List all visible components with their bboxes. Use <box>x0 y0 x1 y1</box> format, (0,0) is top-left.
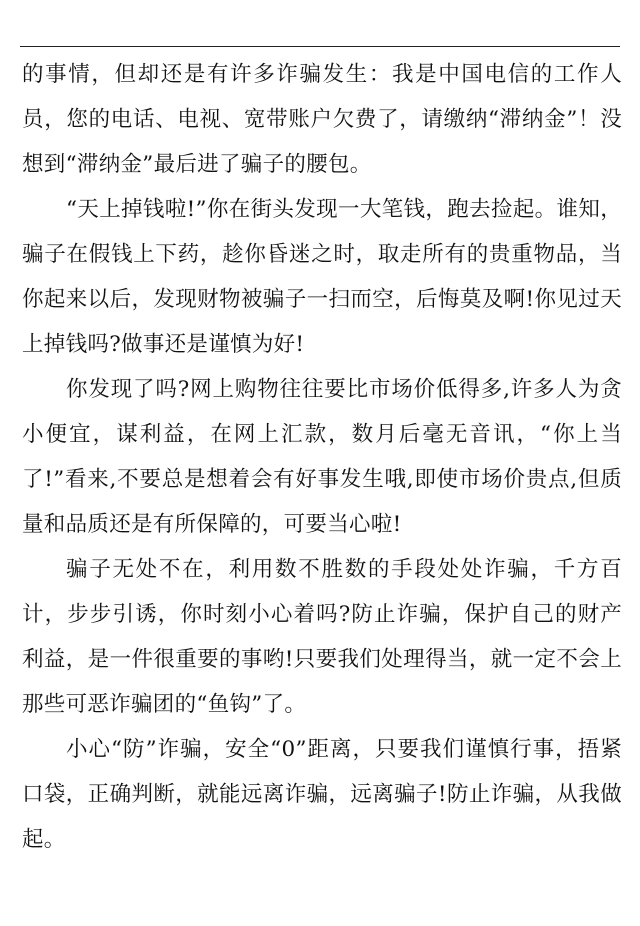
document-body <box>22 52 622 862</box>
paragraph-scammers-everywhere: 骗子无处不在，利用数不胜数的手段处处诈骗，千方百计，步步引诱，你时刻小心着吗?防止诈骗，保护自己的财产利益，是一件很重要的事哟!只要我们处理得当，就一定不会上那些可恶诈骗团的“鱼钩”了。 <box>22 557 622 717</box>
paragraph-conclusion: 小心“防”诈骗，安全“0”距离，只要我们谨慎行事，捂紧口袋，正确判断，就能远离诈骗，远离骗子!防止诈骗，从我做起。 <box>22 737 622 852</box>
paragraph-online-shopping: 你发现了吗?网上购物往往要比市场价低得多,许多人为贪小便宜，谋利益，在网上汇款，数月后毫无音讯，“你上当了!”看来,不要总是想着会有好事发生哦,即使市场价贵点,但质量和品质还是有所保障的，可要当心啦! <box>22 377 622 537</box>
top-rule <box>20 46 620 47</box>
paragraph-continuation: 的事情，但却还是有许多诈骗发生：我是中国电信的工作人员，您的电话、电视、宽带账户欠费了，请缴纳“滞纳金”！没想到“滞纳金”最后进了骗子的腰包。 <box>22 62 622 177</box>
paragraph-money-from-sky: “天上掉钱啦!”你在街头发现一大笔钱，跑去捡起。谁知，骗子在假钱上下药，趁你昏迷之时，取走所有的贵重物品，当你起来以后，发现财物被骗子一扫而空，后悔莫及啊!你见过天上掉钱吗?做事还是谨慎为好! <box>22 197 622 357</box>
